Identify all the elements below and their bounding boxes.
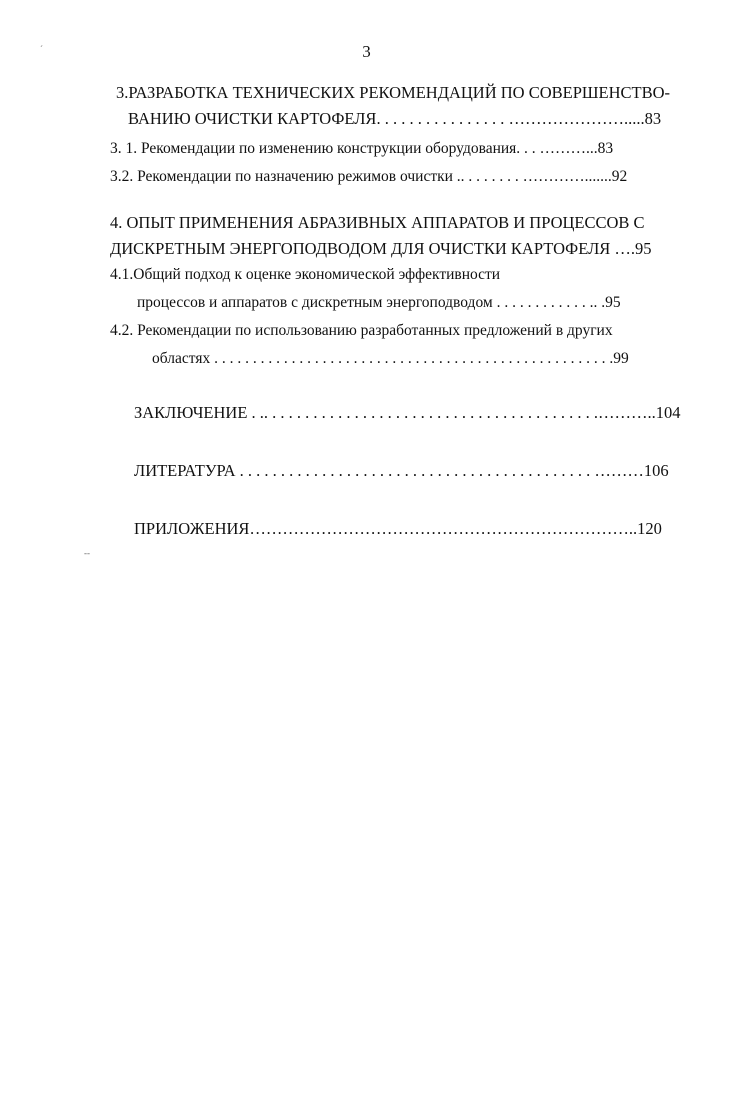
scan-speck: -- xyxy=(84,548,90,558)
toc-line-3-title-cont: ВАНИЮ ОЧИСТКИ КАРТОФЕЛЯ. . . . . . . . . . . . . . . . ………………….....83 xyxy=(128,109,662,128)
toc-line-appendices: ПРИЛОЖЕНИЯ……………………………………………………………..120 xyxy=(134,519,662,538)
toc-line-literature: ЛИТЕРАТУРА . . . . . . . . . . . . . . . . . . . . . . . . . . . . . . . . . . . . . . . . . . . ………106 xyxy=(134,461,669,480)
toc-line-4-title-cont: ДИСКРЕТНЫМ ЭНЕРГОПОДВОДОМ ДЛЯ ОЧИСТКИ КАРТОФЕЛЯ ….95 xyxy=(110,239,652,258)
toc-line-4-1: 4.1.Общий подход к оценке экономической эффективности xyxy=(110,266,501,283)
toc-line-4-1-cont: процессов и аппаратов с дискретным энергоподводом . . . . . . . . . . . . .. .95 xyxy=(137,294,621,311)
toc-line-4-2-cont: областях . . . . . . . . . . . . . . . . . . . . . . . . . . . . . . . . . . . . . . . . . . . . . . . . . . . .99 xyxy=(152,350,629,367)
toc-line-3-1: 3. 1. Рекомендации по изменению конструкции оборудования. . . ………...83 xyxy=(110,140,614,157)
toc-line-4-2: 4.2. Рекомендации по использованию разработанных предложений в других xyxy=(110,322,613,339)
toc-line-4-title: 4. ОПЫТ ПРИМЕНЕНИЯ АБРАЗИВНЫХ АППАРАТОВ И ПРОЦЕССОВ С xyxy=(110,213,645,232)
toc-line-3-title: 3.РАЗРАБОТКА ТЕХНИЧЕСКИХ РЕКОМЕНДАЦИЙ ПО СОВЕРШЕНСТВО- xyxy=(116,83,671,102)
scan-speck: ˊ xyxy=(40,44,43,54)
toc-line-conclusion: ЗАКЛЮЧЕНИЕ . .. . . . . . . . . . . . . . . . . . . . . . . . . . . . . . . . . . . . . . . . .………..104 xyxy=(134,403,681,422)
page-number: 3 xyxy=(362,42,371,61)
toc-line-3-2: 3.2. Рекомендации по назначению режимов очистки .. . . . . . . . ………….......92 xyxy=(110,168,628,185)
